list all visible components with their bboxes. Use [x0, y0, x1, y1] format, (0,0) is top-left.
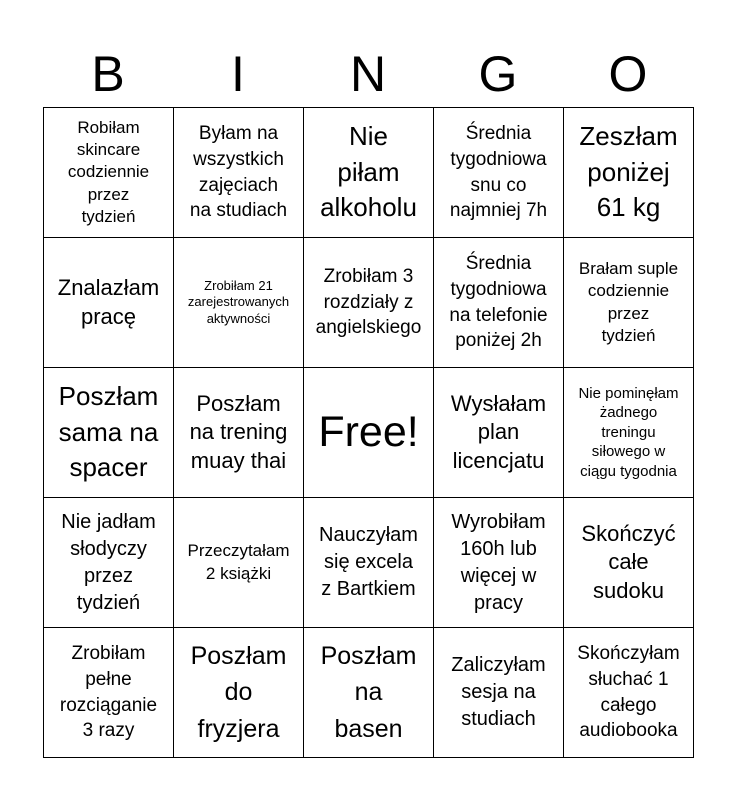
cell-text: Średnia tygodniowa snu co najmniej 7h — [449, 123, 548, 222]
bingo-cell-r1-c3[interactable] — [304, 108, 434, 238]
cell-text: Robiłam skincare codziennie przez tydzień — [67, 118, 150, 226]
bingo-cell-r1-c1[interactable] — [44, 108, 174, 238]
cell-text: Nie pominęłam żadnego treningu siłowego w ciągu tygodnia — [578, 384, 679, 480]
bingo-cell-r4-c4[interactable] — [434, 498, 564, 628]
cell-text: Nauczyłam się excela z Bartkiem — [319, 524, 418, 600]
header-letter-b: B — [91, 46, 125, 102]
bingo-cell-r2-c2[interactable] — [174, 238, 304, 368]
cell-text: Wysłałam plan licencjatu — [450, 390, 547, 473]
bingo-cell-r3-c4[interactable] — [434, 368, 564, 498]
bingo-cell-r3-c2[interactable] — [174, 368, 304, 498]
bingo-grid — [43, 107, 694, 758]
cell-text: Skończyłam słuchać 1 całego audiobooka — [577, 643, 680, 742]
bingo-cell-r5-c3[interactable] — [304, 628, 434, 758]
cell-text: Przeczytałam 2 książki — [187, 541, 290, 583]
cell-text: Wyrobiłam 160h lub więcej w pracy — [451, 510, 546, 614]
bingo-cell-r1-c5[interactable] — [564, 108, 694, 238]
bingo-cell-free[interactable] — [304, 368, 434, 498]
cell-text: Zrobiłam 3 rozdziały z angielskiego — [315, 266, 422, 339]
header-letter-n: N — [349, 46, 387, 102]
cell-text: Nie jadłam słodyczy przez tydzień — [61, 510, 156, 614]
bingo-cell-r4-c5[interactable] — [564, 498, 694, 628]
cell-text: Średnia tygodniowa na telefonie poniżej 2h — [449, 253, 548, 352]
cell-text: Zaliczyłam sesja na studiach — [451, 654, 546, 730]
bingo-cell-r2-c4[interactable] — [434, 238, 564, 368]
cell-text: Brałam suple codziennie przez tydzień — [578, 259, 679, 345]
bingo-cell-r3-c1[interactable] — [44, 368, 174, 498]
bingo-cell-r4-c3[interactable] — [304, 498, 434, 628]
bingo-cell-r5-c2[interactable] — [174, 628, 304, 758]
bingo-cell-r5-c5[interactable] — [564, 628, 694, 758]
cell-text: Poszłam sama na spacer — [58, 380, 159, 483]
bingo-cell-r1-c2[interactable] — [174, 108, 304, 238]
cell-text: Zeszłam poniżej 61 kg — [579, 120, 678, 223]
header-letter-o: O — [608, 46, 648, 102]
cell-text: Nie piłam alkoholu — [320, 120, 417, 223]
bingo-header — [43, 40, 693, 108]
cell-text: Poszłam na trening muay thai — [189, 390, 288, 473]
header-letter-g: G — [478, 46, 518, 102]
cell-text: Skończyć całe sudoku — [581, 520, 676, 603]
bingo-cell-r1-c4[interactable] — [434, 108, 564, 238]
cell-text: Byłam na wszystkich zajęciach na studiach — [189, 123, 288, 222]
cell-text: Poszłam na basen — [320, 642, 417, 743]
bingo-cell-r3-c5[interactable] — [564, 368, 694, 498]
bingo-cell-r5-c4[interactable] — [434, 628, 564, 758]
header-letter-i: I — [231, 46, 245, 102]
cell-text: Zrobiłam pełne rozciąganie 3 razy — [59, 643, 158, 742]
cell-text: Poszłam do fryzjera — [190, 642, 287, 743]
bingo-cell-r2-c1[interactable] — [44, 238, 174, 368]
bingo-cell-r2-c5[interactable] — [564, 238, 694, 368]
free-space-text: Free! — [318, 408, 419, 456]
bingo-cell-r4-c1[interactable] — [44, 498, 174, 628]
cell-text: Znalazłam pracę — [57, 274, 160, 329]
bingo-cell-r5-c1[interactable] — [44, 628, 174, 758]
cell-text: Zrobiłam 21 zarejestrowanych aktywności — [187, 278, 290, 326]
bingo-cell-r4-c2[interactable] — [174, 498, 304, 628]
bingo-cell-r2-c3[interactable] — [304, 238, 434, 368]
